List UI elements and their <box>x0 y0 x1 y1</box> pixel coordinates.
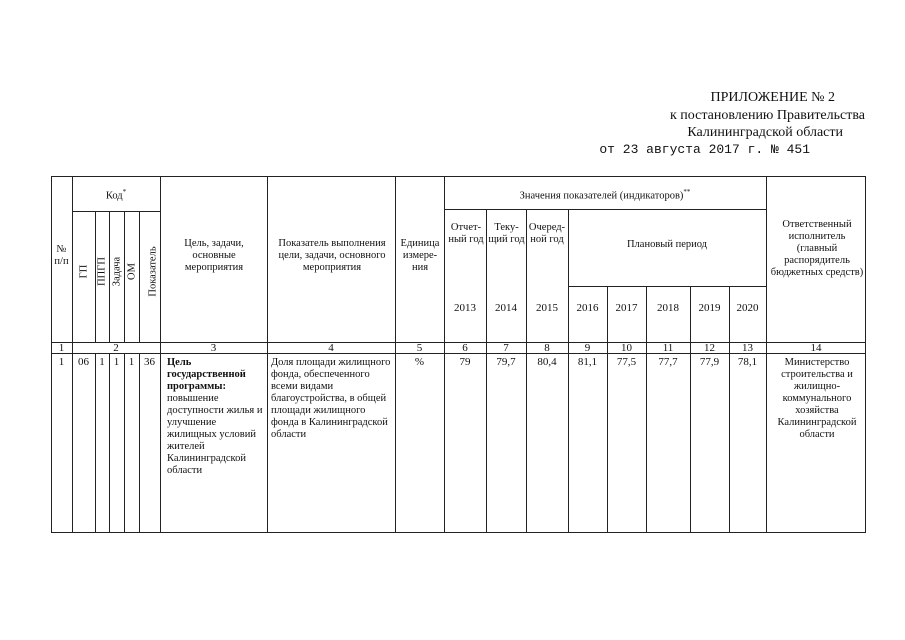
col-num-7: 7 <box>503 342 509 354</box>
col-num-14: 14 <box>810 342 822 354</box>
year-2018: 2018 <box>657 302 679 314</box>
col-code-header <box>72 186 160 203</box>
col-num-13: 13 <box>742 342 753 354</box>
year-2017: 2017 <box>615 302 638 314</box>
col-indicator-header: Показатель выполнения цели, задачи, основного мероприятия <box>278 238 386 273</box>
code-gp-header: ГП <box>78 264 90 279</box>
code-label: Код <box>105 190 123 202</box>
row-value-2020: 78,1 <box>737 356 758 368</box>
appendix-title: ПРИЛОЖЕНИЕ № 2 <box>710 90 835 105</box>
row-value-2014: 79,7 <box>496 356 516 368</box>
row-unit: % <box>414 356 425 368</box>
appendix-subtitle: к постановлению Правительства <box>669 108 865 123</box>
col-num-6: 6 <box>462 342 468 354</box>
col-report-year-header: Отчет-ный год <box>448 222 484 245</box>
col-unit-header: Единица измере-ния <box>400 238 440 273</box>
row-code-om: 1 <box>128 356 135 368</box>
year-2019: 2019 <box>698 302 721 314</box>
row-number: 1 <box>58 356 65 368</box>
row-code-gp: 06 <box>78 356 89 368</box>
year-2014: 2014 <box>495 302 517 314</box>
row-code-ppgp: 1 <box>99 356 105 368</box>
col-current-year-header: Теку-щий год <box>488 222 525 245</box>
col-values-header <box>444 186 766 203</box>
row-code-task: 1 <box>113 356 120 368</box>
col-responsible-header: Ответственный исполнитель (главный распорядитель бюджетных средств) <box>770 219 864 278</box>
row-value-2019: 77,9 <box>699 356 720 368</box>
year-2013: 2013 <box>454 302 476 314</box>
code-indicator-header: Показатель <box>147 246 159 297</box>
col-num-3: 3 <box>210 342 217 354</box>
col-num-8: 8 <box>544 342 550 354</box>
code-ppgp-header: ППГП <box>96 257 108 286</box>
col-goal-header: Цель, задачи, основные мероприятия <box>184 238 244 273</box>
col-num-11: 11 <box>662 342 674 354</box>
row-value-2017: 77,5 <box>616 356 637 368</box>
col-num-4: 4 <box>328 342 334 354</box>
code-om-header: ОМ <box>126 263 138 280</box>
year-2020: 2020 <box>736 302 759 314</box>
col-num-2: 2 <box>113 342 119 354</box>
col-num-1: 1 <box>58 342 65 354</box>
values-label: Значения показателей (индикаторов) <box>519 190 684 202</box>
row-value-2013: 79 <box>459 356 471 368</box>
row-indicator: Доля площади жилищного фонда, обеспеченного всеми видами благоустройства, в общей площади жилищного фонда в Калининградской области <box>271 357 391 440</box>
col-num-10: 10 <box>621 342 632 354</box>
row-value-2016: 81,1 <box>577 356 598 368</box>
code-footnote-mark: * <box>122 188 127 196</box>
row-responsible: Министерство строительства и жилищно-коммунального хозяйства Калининградской области <box>777 357 857 440</box>
row-value-2015: 80,4 <box>537 356 557 368</box>
year-2016: 2016 <box>576 302 599 314</box>
col-plan-header: Плановый период <box>626 239 708 250</box>
col-next-year-header: Очеред-ной год <box>528 222 566 245</box>
row-goal-title: Цель государственной программы: <box>167 357 246 392</box>
appendix-region: Калининградской области <box>687 125 843 140</box>
code-task-header: Задача <box>111 256 123 287</box>
appendix-date: от 23 августа 2017 г. № 451 <box>599 142 810 157</box>
col-num-12: 12 <box>704 342 715 354</box>
values-footnote-mark: ** <box>683 188 691 196</box>
row-goal <box>167 357 266 477</box>
row-value-2018: 77,7 <box>658 356 678 368</box>
row-code-indicator: 36 <box>144 356 155 368</box>
row-goal-text: повышение доступности жилья и улучшение жилищных условий жителей Калининградской области <box>167 393 263 476</box>
col-num-9: 9 <box>584 342 591 354</box>
col-number-header: № п/п <box>54 244 69 267</box>
col-num-5: 5 <box>416 342 423 354</box>
year-2015: 2015 <box>536 302 558 314</box>
